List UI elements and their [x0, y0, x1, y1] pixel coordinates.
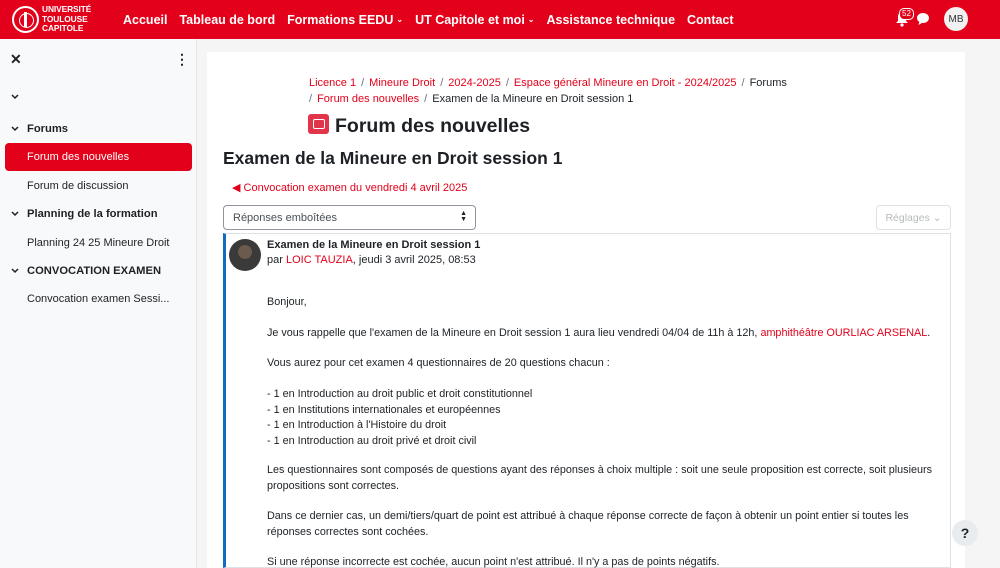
page-title: Forum des nouvelles [335, 115, 531, 137]
author-avatar[interactable] [229, 239, 261, 271]
post-paragraph: Vous aurez pour cet examen 4 questionnaires de 20 questions chacun : [267, 357, 610, 369]
more-options-icon[interactable]: ⋮ [175, 51, 189, 67]
seal-icon [12, 6, 39, 33]
select-arrows-icon: ▲ ▼ [460, 210, 467, 223]
nav-contact[interactable]: Contact [687, 12, 734, 27]
chevron-down-icon: ⌄ [396, 15, 404, 24]
post-paragraph: Si une réponse incorrecte est cochée, aucun point n'est attribué. Il n'y a pas de points négatifs. [267, 556, 720, 568]
section-convocation[interactable]: CONVOCATION EXAMEN [10, 265, 161, 277]
list-item: - 1 en Introduction au droit privé et droit civil [267, 434, 477, 447]
post-list [267, 387, 932, 449]
chevron-down-icon: ⌄ [527, 15, 535, 24]
settings-button[interactable]: Réglages ⌄ [876, 205, 951, 230]
help-button[interactable]: ? [952, 520, 978, 546]
breadcrumb-link[interactable]: Mineure Droit [369, 77, 436, 89]
post-paragraph: Les questionnaires sont composés de questions ayant des réponses à choix multiple : soit une seule proposition est correcte, soit plusieurs propositions sont correctes. [267, 464, 932, 492]
section-planning[interactable]: Planning de la formation [10, 208, 158, 220]
breadcrumb-link[interactable]: 2024-2025 [448, 77, 501, 89]
course-index-drawer [0, 39, 197, 568]
forum-icon [308, 114, 329, 134]
university-logo[interactable] [12, 3, 98, 36]
chevron-down-icon[interactable] [10, 92, 20, 102]
primary-nav [123, 0, 734, 39]
post-paragraph: Dans ce dernier cas, un demi/tiers/quart de point est attribué à chaque réponse correcte de façon à obtenir un point entier si toutes les réponses correctes sont cochées. [267, 510, 909, 538]
drawer-item-convocation[interactable]: Convocation examen Sessi... [27, 293, 170, 305]
drawer-item-forum-de-discussion[interactable]: Forum de discussion [27, 180, 129, 192]
post-subject: Examen de la Mineure en Droit session 1 [267, 239, 481, 251]
nav-tableau-de-bord[interactable]: Tableau de bord [179, 12, 276, 27]
discussion-title: Examen de la Mineure en Droit session 1 [223, 148, 563, 168]
drawer-item-planning[interactable]: Planning 24 25 Mineure Droit [27, 237, 170, 249]
section-forums[interactable]: Forums [10, 123, 68, 135]
previous-discussion-link[interactable]: ◀ Convocation examen du vendredi 4 avril 2025 [232, 182, 468, 194]
chat-icon[interactable] [916, 12, 930, 26]
list-item: - 1 en Institutions internationales et européennes [267, 403, 501, 416]
breadcrumb-link[interactable]: Espace général Mineure en Droit - 2024/2025 [513, 77, 737, 89]
top-navbar [0, 0, 1000, 39]
nav-ut-capitole-et-moi[interactable]: UT Capitole et moi ⌄ [415, 12, 535, 27]
list-item: - 1 en Introduction à l'Histoire du droit [267, 419, 447, 431]
location-link[interactable]: amphithéâtre OURLIAC ARSENAL [760, 327, 928, 339]
breadcrumb-link[interactable]: Forum des nouvelles [317, 93, 420, 105]
chevron-down-icon [10, 266, 20, 276]
user-avatar[interactable]: MB [944, 7, 968, 31]
nav-formations-eedu[interactable]: Formations EEDU ⌄ [287, 12, 404, 27]
post-meta: par LOIC TAUZIA, jeudi 3 avril 2025, 08:53 [267, 254, 476, 266]
author-link[interactable]: LOIC TAUZIA [285, 254, 353, 266]
list-item: - 1 en Introduction au droit public et droit constitutionnel [267, 388, 533, 400]
display-mode-select[interactable]: Réponses emboîtées ▲ ▼ [223, 205, 476, 230]
close-icon[interactable]: ✕ [10, 51, 22, 67]
nav-assistance-technique[interactable]: Assistance technique [546, 12, 676, 27]
breadcrumb-current: Examen de la Mineure en Droit session 1 [432, 93, 634, 105]
logo-text: UNIVERSITÉ TOULOUSE CAPITOLE [42, 4, 92, 34]
breadcrumb: Licence 1 / Mineure Droit / 2024-2025 / Espace général Mineure en Droit - 2024/2025 / Forums / Forum des nouvelles / Examen de la Mineure en Droit session 1 [309, 77, 787, 105]
chevron-down-icon [10, 209, 20, 219]
post-paragraph: Je vous rappelle que l'examen de la Mineure en Droit session 1 aura lieu vendredi 04/04 de 11h à 12h, amphithéâtre OURLIAC ARSENAL. [267, 327, 931, 339]
nav-accueil[interactable]: Accueil [123, 12, 168, 27]
breadcrumb-current: Forums [749, 77, 787, 89]
breadcrumb-link[interactable]: Licence 1 [309, 77, 357, 89]
chevron-down-icon [10, 124, 20, 134]
post-greeting: Bonjour, [267, 296, 307, 308]
drawer-item-forum-des-nouvelles[interactable]: Forum des nouvelles [5, 143, 192, 171]
notification-badge: 52 [899, 8, 914, 20]
